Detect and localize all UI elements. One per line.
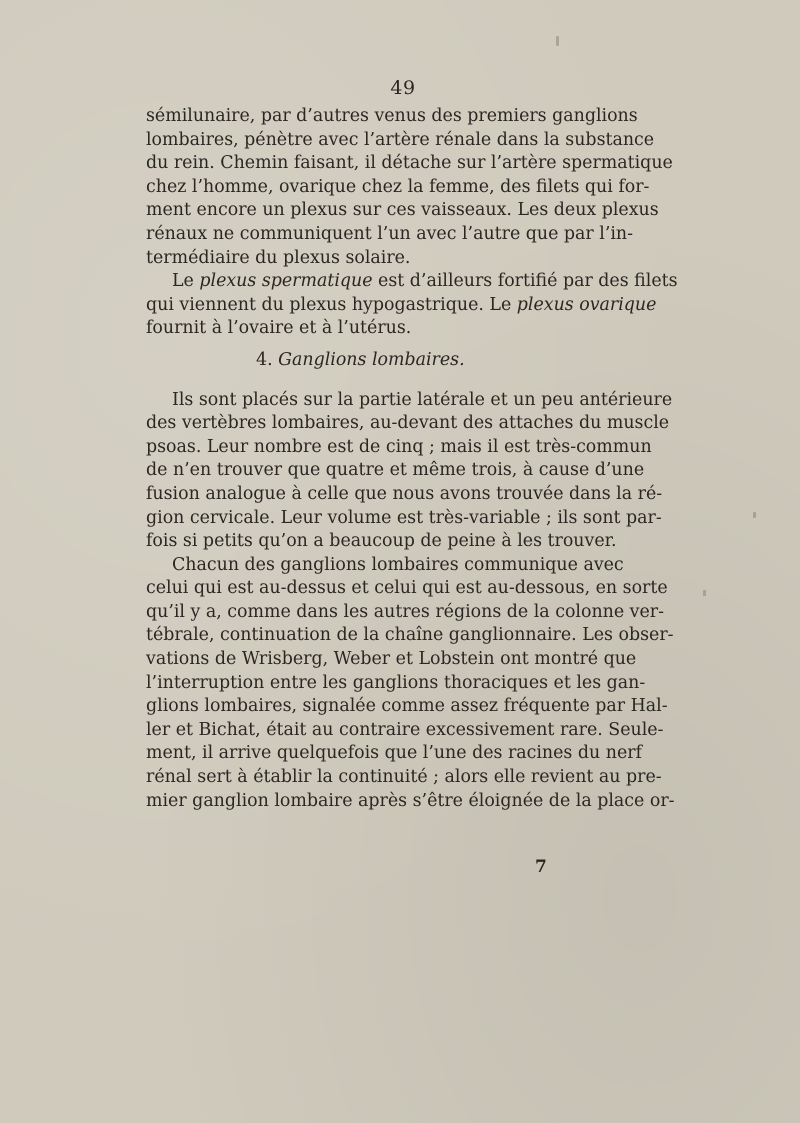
paper-speck	[753, 512, 756, 518]
text-line: glions lombaires, signalée comme assez fréquente par Hal-	[146, 696, 668, 717]
text-line	[146, 270, 678, 294]
paper-speck	[556, 36, 559, 46]
text-line: ment, il arrive quelquefois que l’une des racines du nerf	[146, 743, 642, 764]
text-line: Chacun des ganglions lombaires communique avec	[172, 554, 624, 575]
text-line: des vertèbres lombaires, au-devant des attaches du muscle	[146, 413, 670, 434]
italic-term: plexus spermatique	[199, 271, 373, 292]
text-line: de n’en trouver que quatre et même trois, à cause d’une	[146, 460, 645, 481]
text-line: celui qui est au-dessus et celui qui est au-dessous, en sorte	[146, 578, 668, 599]
page-body	[146, 105, 678, 813]
text-line: termédiaire du plexus solaire.	[146, 247, 411, 268]
text-line: fusion analogue à celle que nous avons trouvée dans la ré-	[146, 483, 663, 504]
text-line: psoas. Leur nombre est de cinq ; mais il est très-commun	[146, 436, 652, 457]
page-number: 49	[390, 77, 416, 99]
text-line: du rein. Chemin faisant, il détache sur l’artère spermatique	[146, 153, 673, 174]
text-line: mier ganglion lombaire après s’être éloignée de la place or-	[146, 790, 675, 811]
paragraph-ganglions-communication	[146, 554, 675, 814]
section-number: 4.	[256, 349, 273, 370]
text-line: ment encore un plexus sur ces vaisseaux. Les deux plexus	[146, 200, 659, 221]
text-line: tébrale, continuation de la chaîne ganglionnaire. Les obser-	[146, 625, 674, 646]
text-line: lombaires, pénètre avec l’artère rénale dans la substance	[146, 129, 655, 150]
text-line: l’interruption entre les ganglions thoraciques et les gan-	[146, 672, 646, 693]
text-run: Le	[172, 271, 200, 292]
text-line: qu’il y a, comme dans les autres régions de la colonne ver-	[146, 601, 664, 622]
text-line: fournit à l’ovaire et à l’utérus.	[146, 318, 412, 339]
paper-speck	[703, 590, 706, 596]
text-line: ler et Bichat, était au contraire excessivement rare. Seule-	[146, 719, 664, 740]
text-run: est d’ailleurs fortifié par des filets	[372, 271, 678, 292]
text-line: rénaux ne communiquent l’un avec l’autre que par l’in-	[146, 223, 633, 244]
section-heading	[146, 349, 620, 373]
section-title: Ganglions lombaires.	[278, 349, 465, 370]
paragraph-ganglions-position	[146, 389, 673, 554]
text-line: rénal sert à établir la continuité ; alors elle revient au pre-	[146, 767, 662, 788]
text-line: vations de Wrisberg, Weber et Lobstein ont montré que	[146, 649, 637, 670]
text-line: fois si petits qu’on a beaucoup de peine à les trouver.	[146, 531, 617, 552]
text-line: Ils sont placés sur la partie latérale et un peu antérieure	[172, 389, 673, 410]
text-run: qui viennent du plexus hypogastrique. Le	[146, 294, 517, 315]
text-line: chez l’homme, ovarique chez la femme, des filets qui for-	[146, 176, 650, 197]
paragraph-continuation	[146, 105, 673, 270]
signature-mark: 7	[535, 857, 547, 877]
text-line: sémilunaire, par d’autres venus des premiers ganglions	[146, 106, 638, 126]
text-line: gion cervicale. Leur volume est très-variable ; ils sont par-	[146, 507, 662, 528]
italic-term: plexus ovarique	[516, 294, 657, 315]
paragraph-plexus	[146, 270, 678, 341]
text-line	[146, 294, 657, 318]
